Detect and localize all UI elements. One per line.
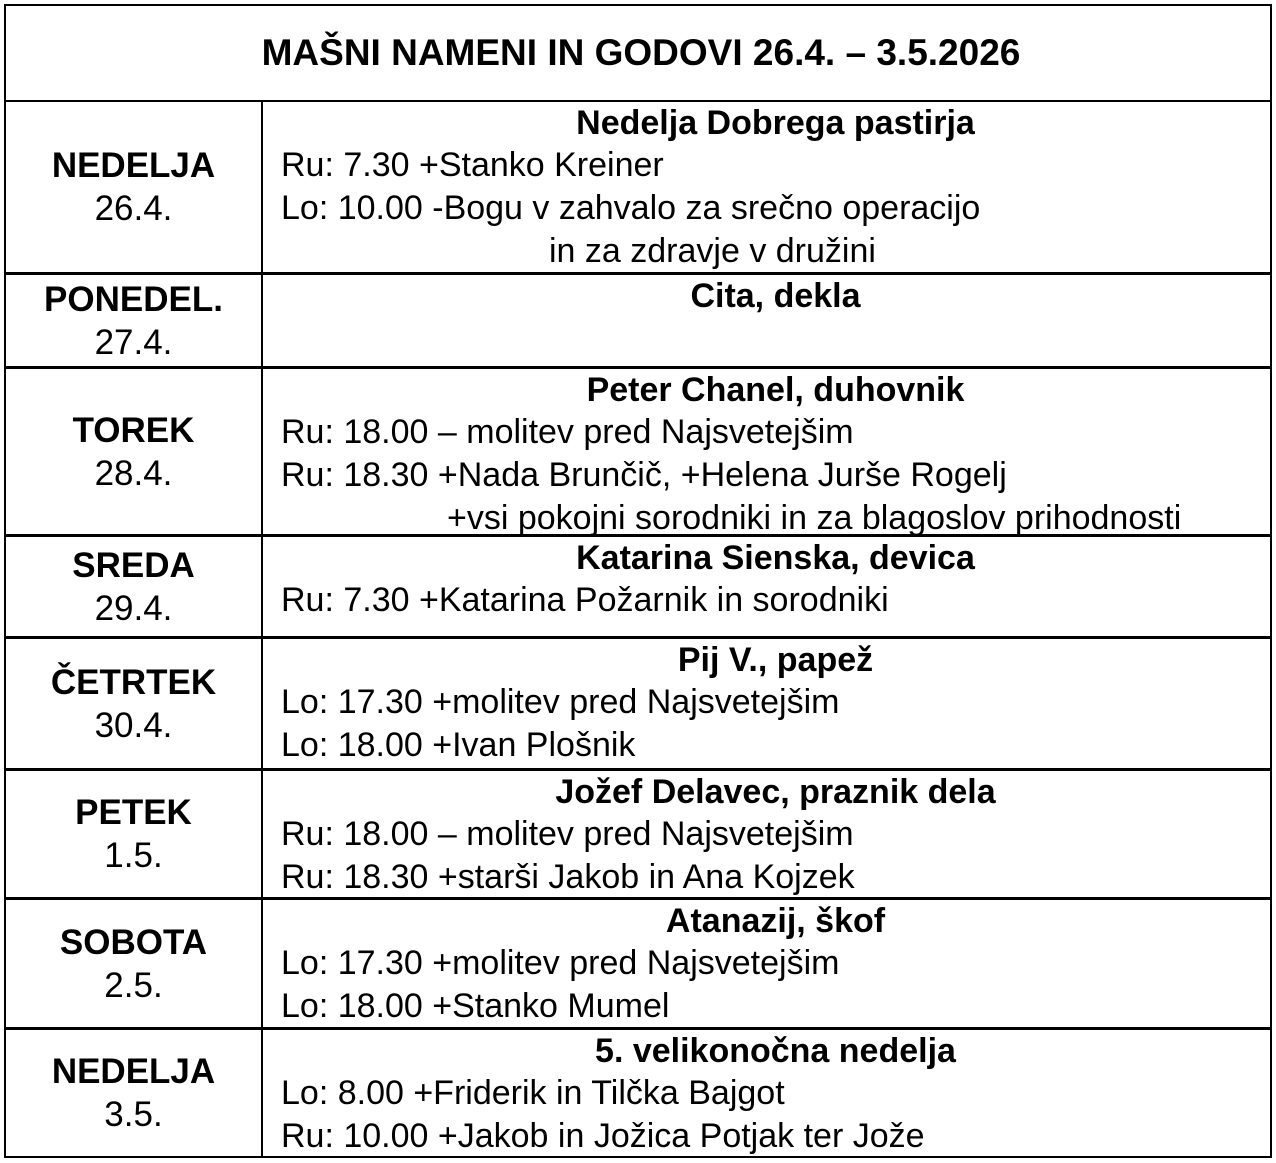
intention-line: Ru: 18.00 – molitev pred Najsvetejšim: [281, 413, 854, 451]
day-row: [6, 1030, 1270, 1156]
schedule-table: [4, 4, 1272, 1158]
intention-line: Ru: 18.00 – molitev pred Najsvetejšim: [281, 815, 854, 853]
day-date: 28.4.: [94, 453, 173, 493]
content-cell: [263, 900, 1270, 1027]
content-cell: [263, 639, 1270, 768]
day-cell: [6, 639, 263, 768]
day-date: 29.4.: [94, 588, 173, 628]
day-row: [6, 369, 1270, 537]
content-cell: [263, 771, 1270, 897]
day-cell: [6, 275, 263, 366]
day-date: 30.4.: [94, 705, 173, 745]
day-name: PETEK: [75, 793, 192, 832]
day-row: [6, 639, 1270, 771]
page-title: MAŠNI NAMENI IN GODOVI 26.4. – 3.5.2026: [261, 32, 1021, 73]
content-cell: [263, 369, 1270, 537]
intention-line: Lo: 10.00 -Bogu v zahvalo za srečno operacijo: [281, 189, 981, 227]
day-cell: [6, 537, 263, 636]
day-row: [6, 771, 1270, 900]
day-name: ČETRTEK: [50, 662, 217, 702]
intention-line: Lo: 18.00 +Stanko Mumel: [281, 987, 670, 1025]
content-cell: [263, 537, 1270, 636]
day-cell: [6, 1030, 263, 1156]
day-row: [6, 275, 1270, 369]
day-date: 26.4.: [94, 189, 173, 228]
intention-line: Lo: 17.30 +molitev pred Najsvetejšim: [281, 683, 840, 721]
day-date: 2.5.: [104, 965, 163, 1005]
day-name: SREDA: [72, 545, 195, 585]
intention-line: Ru: 7.30 +Stanko Kreiner: [281, 146, 664, 184]
day-row: [6, 102, 1270, 275]
day-cell: [6, 900, 263, 1027]
day-date: 1.5.: [104, 836, 163, 875]
intention-line: Lo: 8.00 +Friderik in Tilčka Bajgot: [281, 1074, 785, 1112]
day-name: NEDELJA: [51, 146, 216, 185]
intention-line: Ru: 7.30 +Katarina Požarnik in sorodniki: [281, 581, 889, 619]
intention-line: Ru: 10.00 +Jakob in Jožica Potjak ter Jože: [281, 1117, 925, 1155]
feast-title: 5. velikonočna nedelja: [595, 1032, 956, 1070]
intention-line: +vsi pokojni sorodniki in za blagoslov prihodnosti: [447, 499, 1182, 537]
intention-line: Lo: 18.00 +Ivan Plošnik: [281, 726, 636, 764]
feast-title: Jožef Delavec, praznik dela: [555, 773, 996, 811]
day-name: NEDELJA: [51, 1052, 216, 1091]
feast-title: Peter Chanel, duhovnik: [586, 371, 965, 409]
title-row: [6, 6, 1270, 102]
feast-title: Cita, dekla: [690, 277, 861, 315]
content-cell: [263, 1030, 1270, 1156]
intention-line: in za zdravje v družini: [549, 232, 876, 270]
feast-title: Katarina Sienska, devica: [576, 539, 975, 577]
day-cell: [6, 771, 263, 897]
day-date: 3.5.: [104, 1095, 163, 1134]
feast-title: Pij V., papež: [677, 641, 874, 679]
day-cell: [6, 102, 263, 272]
day-cell: [6, 369, 263, 534]
intention-line: Ru: 18.30 +starši Jakob in Ana Kojzek: [281, 858, 855, 896]
day-row: [6, 900, 1270, 1030]
intention-line: Ru: 18.30 +Nada Brunčič, +Helena Jurše Rogelj: [281, 456, 1007, 494]
feast-title: Atanazij, škof: [665, 902, 886, 940]
day-name: TOREK: [72, 410, 195, 450]
day-row: [6, 537, 1270, 639]
day-date: 27.4.: [94, 322, 173, 362]
content-cell: [263, 275, 1270, 366]
content-cell: [263, 102, 1270, 272]
day-name: PONEDEL.: [44, 279, 223, 319]
day-name: SOBOTA: [59, 922, 208, 962]
intention-line: Lo: 17.30 +molitev pred Najsvetejšim: [281, 944, 840, 982]
feast-title: Nedelja Dobrega pastirja: [576, 104, 975, 142]
